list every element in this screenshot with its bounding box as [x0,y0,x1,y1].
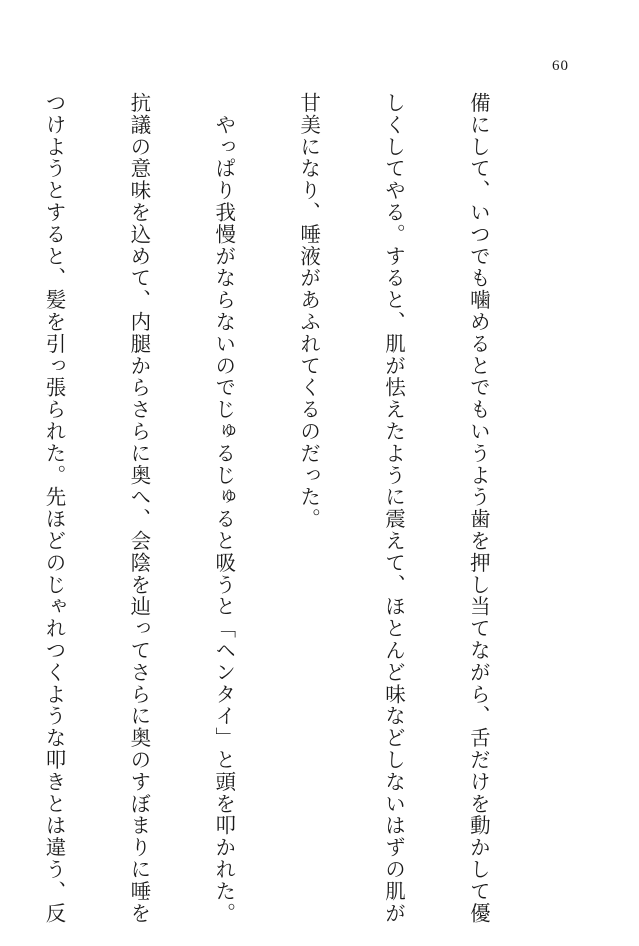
text-line: 備にして、いつでも噛めるとでもいうよう歯を押し当てながら、舌だけを動かして優 [466,92,491,925]
text-line: 甘美になり、唾液があふれてくるのだった。 [296,92,321,530]
page-number: 60 [552,58,569,74]
text-line: しくしてやる。すると、肌が怯えたように震えて、ほとんど味などしないはずの肌が [381,92,406,925]
text-line: つけようとすると、髪を引っ張られた。先ほどのじゃれつくような叩きとは違う、反 [41,92,66,925]
body-text [0,92,549,925]
text-line: 抗議の意味を込めて、内腿からさらに奥へ、会陰を辿ってさらに奥のすぼまりに唾を [126,92,151,925]
text-line: やっぱり我慢がならないのでじゅるじゅると吸うと「ヘンタイ」と頭を叩かれた。 [211,92,236,925]
